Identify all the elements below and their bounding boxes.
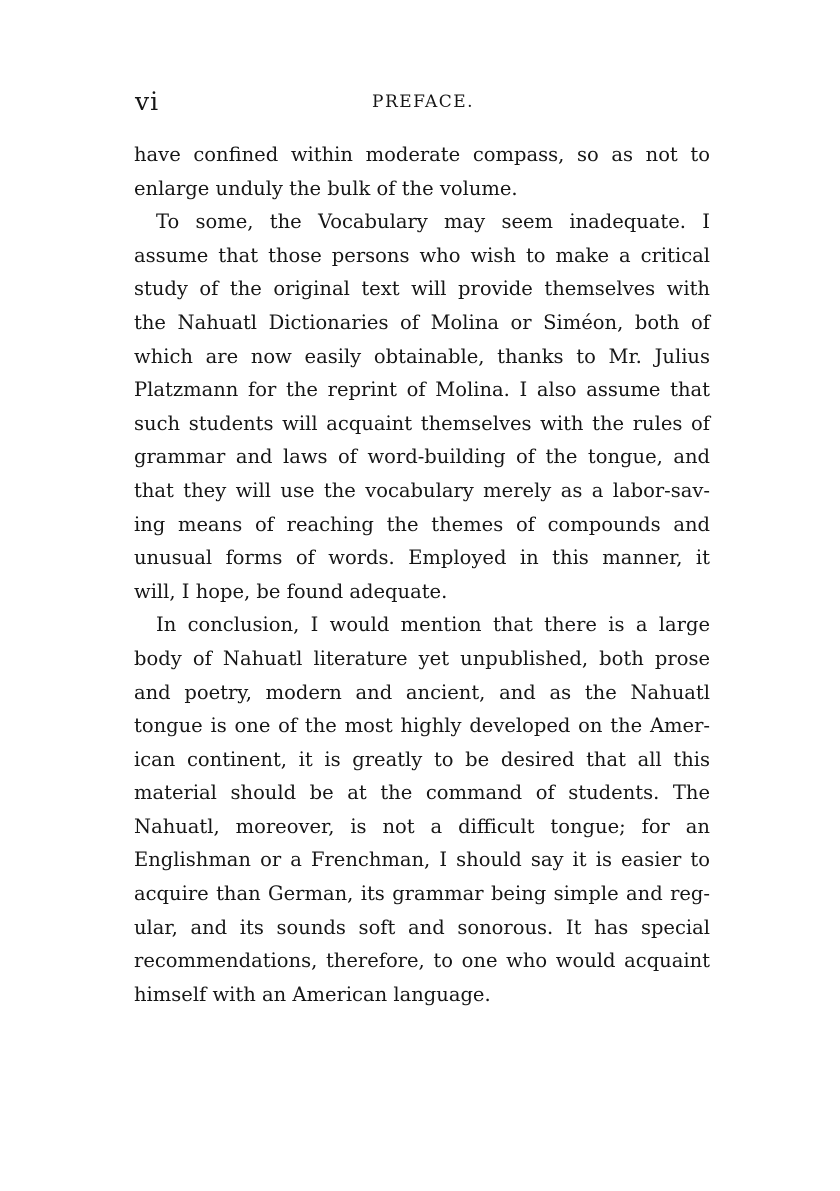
text-line: Platzmann for the reprint of Molina. I also assume that	[134, 378, 710, 402]
text-line: study of the original text will provide themselves with	[134, 277, 710, 301]
running-title: PREFACE.	[372, 92, 475, 112]
text-line: ular, and its sounds soft and sonorous. It has special	[134, 915, 710, 939]
text-line: ican continent, it is greatly to be desired that all this	[134, 747, 710, 771]
text-line: have confined within moderate compass, so as not to	[134, 143, 710, 166]
text-line: the Nahuatl Dictionaries of Molina or Siméon, both of	[134, 310, 710, 334]
paragraph	[134, 205, 710, 608]
text-line: material should be at the command of students. The	[134, 781, 710, 805]
text-line: recommendations, therefore, to one who would acquaint	[134, 949, 710, 973]
text-line: that they will use the vocabulary merely as a labor-sav-	[134, 478, 710, 502]
text-line: which are now easily obtainable, thanks to Mr. Julius	[134, 344, 710, 368]
text-line: himself with an American language.	[134, 982, 491, 1006]
text-line: enlarge unduly the bulk of the volume.	[134, 176, 518, 200]
text-line: acquire than German, its grammar being simple and reg-	[134, 882, 710, 906]
text-line: unusual forms of words. Employed in this manner, it	[134, 546, 710, 570]
page-number: vi	[135, 87, 160, 116]
text-line: tongue is one of the most highly developed on the Amer-	[134, 714, 710, 738]
text-line: will, I hope, be found adequate.	[134, 579, 448, 603]
text-line: Nahuatl, moreover, is not a difficult tongue; for an	[134, 814, 710, 838]
text-line: ing means of reaching the themes of compounds and	[134, 512, 710, 536]
text-line: body of Nahuatl literature yet unpublished, both prose	[134, 646, 710, 670]
text-line: assume that those persons who wish to make a critical	[134, 243, 710, 267]
text-line: and poetry, modern and ancient, and as the Nahuatl	[134, 680, 710, 704]
text-line: grammar and laws of word-building of the tongue, and	[134, 445, 710, 469]
paragraph	[134, 608, 710, 1011]
text-line: To some, the Vocabulary may seem inadequate. I	[156, 210, 710, 234]
text-line: In conclusion, I would mention that there is a large	[156, 613, 710, 637]
text-line: Englishman or a Frenchman, I should say it is easier to	[134, 848, 710, 872]
text-line: such students will acquaint themselves with the rules of	[134, 411, 710, 435]
paragraph	[134, 138, 710, 205]
body-text	[134, 138, 710, 1011]
